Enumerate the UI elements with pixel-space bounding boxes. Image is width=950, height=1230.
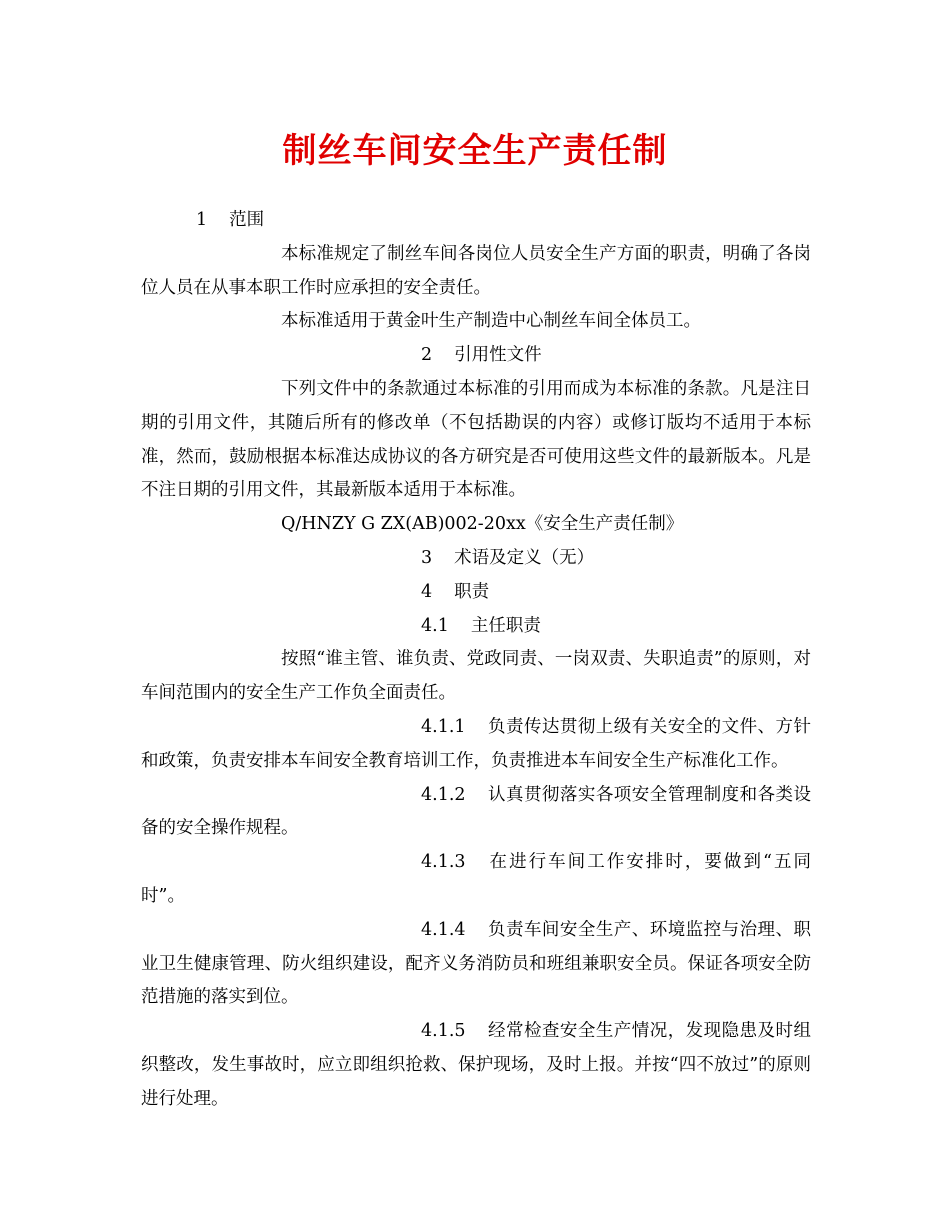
section-number: 1 (196, 210, 208, 230)
reference-document: Q/HNZY G ZX(AB)002-20xx《安全生产责任制》 (281, 514, 684, 535)
section-number: 4.1 (421, 615, 449, 636)
clause-text: 负责车间安全生产、环境监控与治理、职业卫生健康管理、防火组织建设，配齐义务消防员和班组兼职安全员。保证各项安全防范措施的落实到位。 (141, 919, 811, 1008)
document-title: 制丝车间安全生产责任制 (282, 131, 668, 171)
clause (141, 779, 811, 847)
clause (141, 846, 811, 914)
clause-number: 4.1.2 (421, 784, 466, 805)
clause-number: 4.1.5 (421, 1021, 466, 1042)
section-number: 4 (421, 581, 433, 602)
clause-number: 4.1.3 (421, 852, 466, 873)
section-heading-text: 引用性文件 (454, 345, 542, 366)
clause-number: 4.1.1 (421, 716, 466, 737)
paragraph: 下列文件中的条款通过本标准的引用而成为本标准的条款。凡是注日期的引用文件，其随后所有的修改单（不包括勘误的内容）或修订版均不适用于本标准，然而，鼓励根据本标准达成协议的各方研究是否可使用这些文件的最新版本。凡是不注日期的引用文件，其最新版本适用于本标准。 (141, 378, 811, 501)
subsection-heading (141, 610, 811, 644)
clause-text: 在进行车间工作安排时，要做到“五同时”。 (141, 852, 811, 906)
paragraph: 本标准规定了制丝车间各岗位人员安全生产方面的职责，明确了各岗位人员在从事本职工作时应承担的安全责任。 (141, 243, 811, 298)
clause-number: 4.1.4 (421, 919, 466, 940)
document-body (141, 204, 811, 1117)
clause (141, 711, 811, 779)
section-heading-text: 主任职责 (470, 615, 541, 636)
section-heading (141, 339, 811, 373)
section-heading-text: 职责 (454, 581, 490, 602)
clause-text: 经常检查安全生产情况，发现隐患及时组织整改，发生事故时，应立即组织抢救、保护现场，及时上报。并按“四不放过”的原则进行处理。 (141, 1021, 811, 1109)
section-heading (141, 542, 811, 576)
paragraph: 按照“谁主管、谁负责、党政同责、一岗双责、失职追责”的原则，对车间范围内的安全生产工作负全面责任。 (141, 649, 811, 704)
paragraph: 本标准适用于黄金叶生产制造中心制丝车间全体员工。 (281, 311, 701, 332)
clause (141, 1015, 811, 1116)
section-heading (141, 204, 811, 238)
section-number: 3 (421, 547, 433, 568)
clause-text: 认真贯彻落实各项安全管理制度和各类设备的安全操作规程。 (141, 784, 811, 839)
section-number: 2 (421, 345, 433, 366)
section-heading-text: 术语及定义（无） (454, 547, 595, 568)
section-heading-text: 范围 (229, 210, 265, 230)
section-heading (141, 576, 811, 610)
clause-text: 负责传达贯彻上级有关安全的文件、方针和政策，负责安排本车间安全教育培训工作，负责推进本车间安全生产标准化工作。 (141, 716, 811, 771)
clause (141, 914, 811, 1015)
